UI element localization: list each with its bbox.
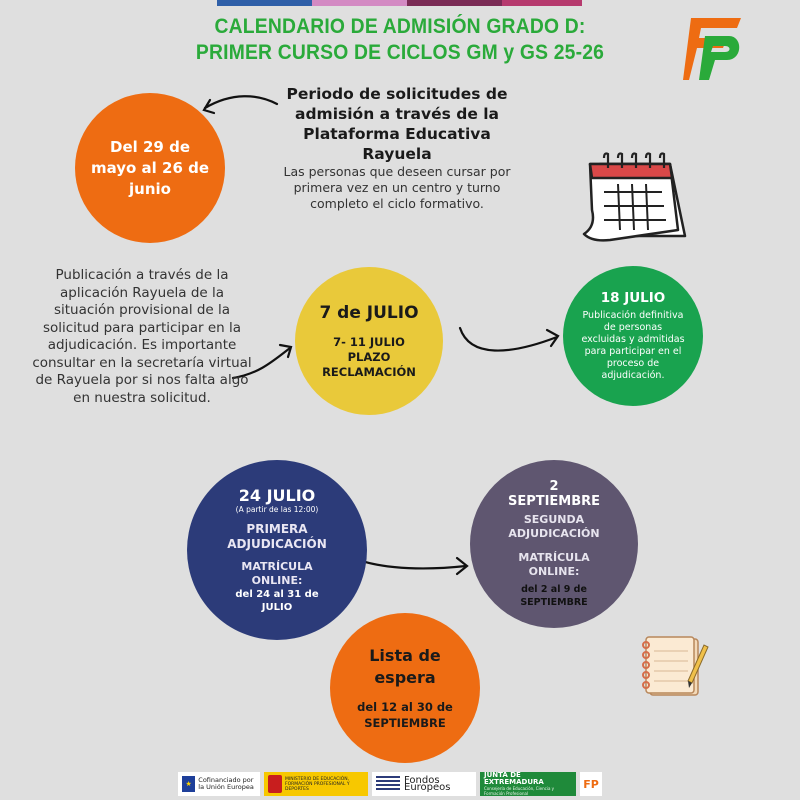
junta-text: JUNTA DE EXTREMADURA — [484, 771, 544, 786]
notebook-icon — [636, 633, 710, 699]
top-strip-segment — [217, 0, 312, 6]
provisional-description: Publicación a través de la aplicación Rayuela de la situación provisional de la solicitud para participar en la adjudicación. Es importante consultar en la secretaría virtual de Rayuela por si nos falta algo en nuestra solicitud. — [32, 267, 252, 406]
ministerio-logo — [264, 772, 368, 796]
date-circle-definitiva — [563, 266, 703, 406]
primera-date: 24 JULIO — [238, 486, 316, 505]
consejeria-text: Consejería de Educación, Ciencia y Formación Profesional — [484, 786, 555, 796]
arrow-3-head — [547, 330, 558, 346]
calendar-icon — [570, 150, 695, 246]
primera-note: (A partir de las 12:00) — [235, 505, 319, 514]
segunda-enroll-label: MATRÍCULA ONLINE: — [518, 551, 590, 578]
segunda-title: SEGUNDA ADJUDICACIÓN — [508, 513, 600, 540]
reclamacion-period: 7- 11 JULIO PLAZO RECLAMACIÓN — [322, 334, 416, 379]
date-circle-provisional — [295, 267, 443, 415]
junta-logo — [480, 772, 576, 796]
page-title — [170, 14, 630, 66]
fp-small-logo-text: FP — [583, 777, 599, 791]
top-strip-segment — [502, 0, 582, 6]
segunda-month: SEPTIEMBRE — [507, 494, 601, 509]
eu-flag-icon: ★ — [182, 776, 195, 792]
arrow-2-head — [280, 345, 291, 357]
provisional-date: 7 de JULIO — [319, 302, 419, 323]
fondos-stripes-icon — [376, 776, 400, 792]
spain-crest-icon — [268, 775, 282, 793]
eu-logo — [178, 772, 260, 796]
segunda-enroll-dates: del 2 al 9 de SEPTIEMBRE — [520, 584, 588, 608]
title-line-1: CALENDARIO DE ADMISIÓN GRADO D: — [214, 15, 586, 38]
definitiva-date: 18 JULIO — [600, 290, 666, 306]
date-circle-solicitudes — [75, 93, 225, 243]
fp-small-logo — [580, 772, 602, 796]
arrow-1-head — [204, 100, 214, 113]
arrow-1 — [205, 96, 277, 108]
footer-logos — [178, 770, 608, 798]
primera-title: PRIMERA ADJUDICACIÓN — [227, 522, 327, 551]
primera-enroll-dates: del 24 al 31 de JULIO — [235, 589, 319, 613]
top-strip-segment — [407, 0, 502, 6]
lista-espera-dates: del 12 al 30 de SEPTIEMBRE — [357, 700, 453, 730]
fondos-text: Fondos Europeos — [404, 775, 451, 793]
date-circle-lista-espera — [330, 613, 480, 763]
primera-enroll-label: MATRÍCULA ONLINE: — [241, 560, 313, 587]
arrow-4 — [352, 557, 466, 568]
lista-espera-title: Lista de espera — [369, 646, 441, 687]
title-line-2: PRIMER CURSO DE CICLOS GM y GS 25-26 — [195, 41, 605, 64]
fp-logo — [683, 16, 745, 82]
ministerio-text: MINISTERIO DE EDUCACIÓN, FORMACIÓN PROFESIONAL Y DEPORTES — [285, 776, 350, 792]
definitiva-description: Publicación definitiva de personas excluidas y admitidas para participar en el proceso de adjudicación. — [581, 310, 685, 381]
top-strip-segment — [312, 0, 407, 6]
segunda-day: 2 — [549, 479, 559, 494]
arrow-4-head — [457, 558, 467, 574]
solicitudes-date: Del 29 de mayo al 26 de junio — [90, 137, 210, 198]
solicitudes-description: Las personas que deseen cursar por primera vez en un centro y turno completo el ciclo formativo. — [283, 164, 511, 211]
date-circle-primera-adjudicacion — [187, 460, 367, 640]
fondos-logo — [372, 772, 476, 796]
arrow-3 — [460, 328, 557, 351]
eu-text: Cofinanciado por la Unión Europea — [198, 776, 254, 791]
date-circle-segunda-adjudicacion — [470, 460, 638, 628]
solicitudes-heading: Periodo de solicitudes de admisión a través de la Plataforma Educativa Rayuela — [286, 85, 508, 163]
